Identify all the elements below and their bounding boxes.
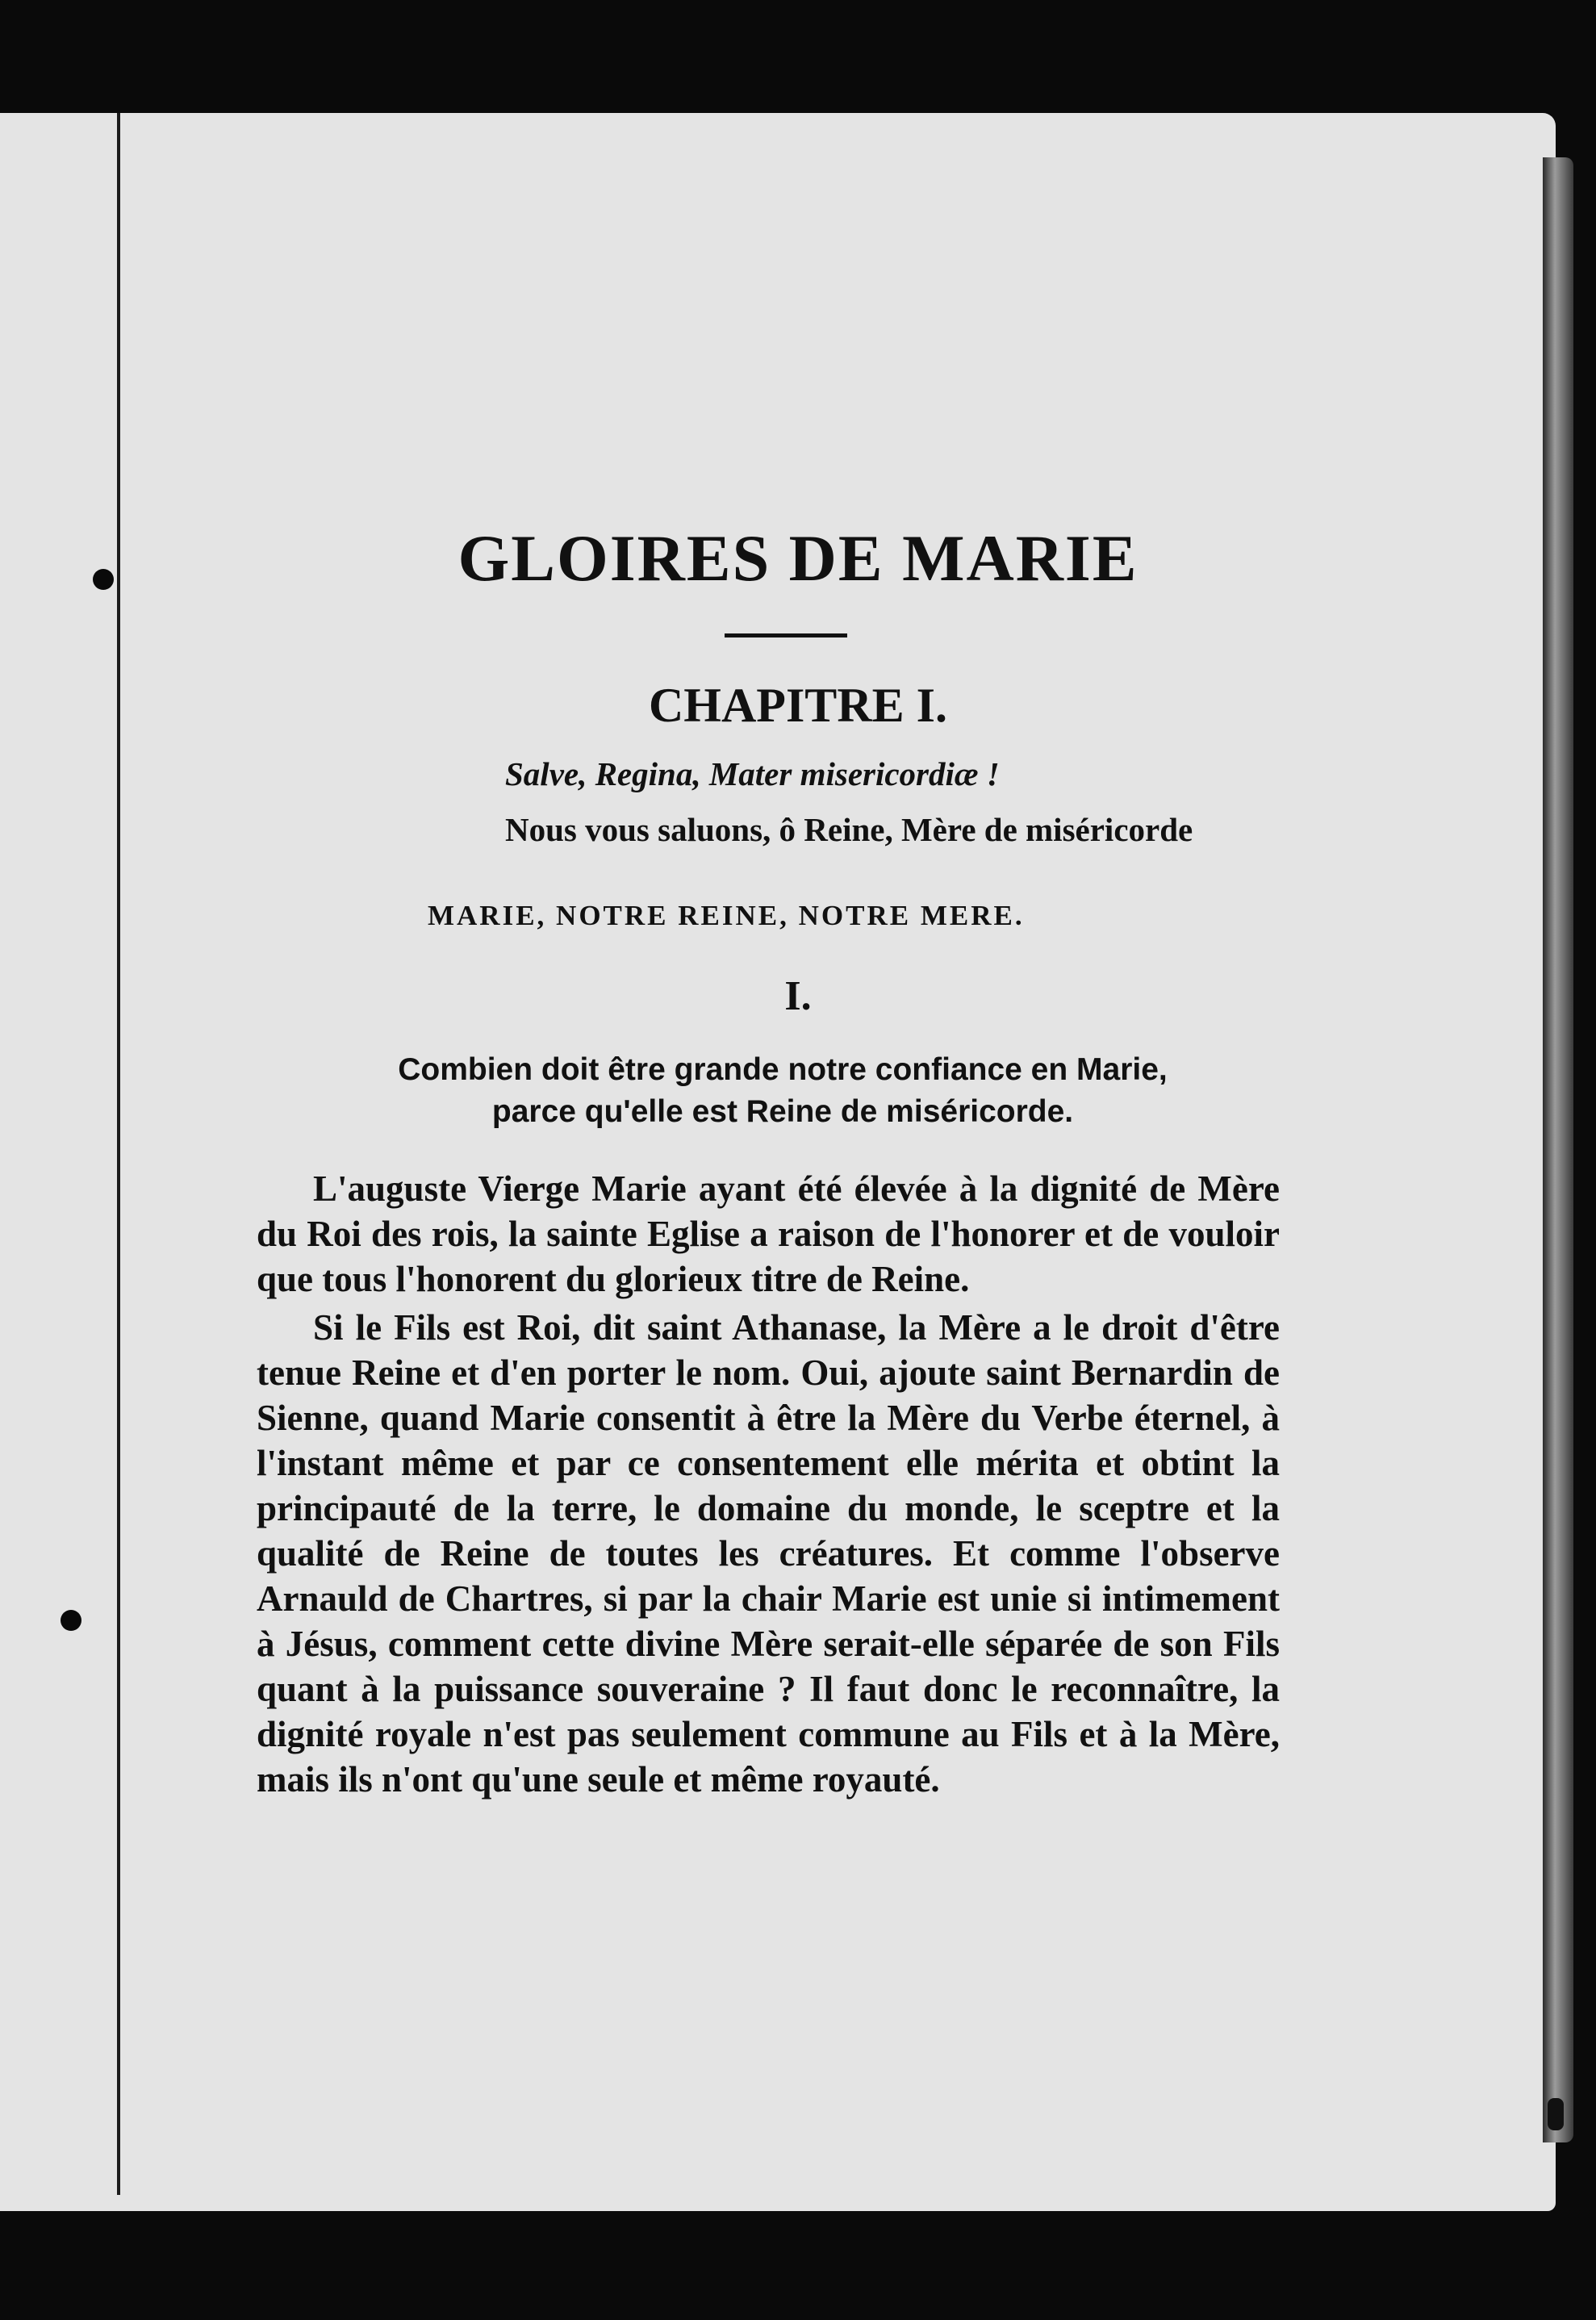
epigraph-latin: Salve, Regina, Mater misericordiæ ! [505, 755, 1000, 792]
section-title-line: parce qu'elle est Reine de miséricorde. [491, 1094, 1074, 1129]
book-page [0, 113, 1556, 2211]
paragraph: L'auguste Vierge Marie ayant été élevée à la dignité de Mère du Roi des rois, la sainte Eglise a raison de l'honorer et de vouloir que tous l'honorent du glorieux titre de Reine. [257, 1168, 1280, 1299]
binding-hole-bottom [61, 1610, 81, 1631]
chapter-heading: CHAPITRE I. [648, 679, 948, 732]
body-text [257, 1166, 1280, 1802]
paragraph: Si le Fils est Roi, dit saint Athanase, la Mère a le droit d'être tenue Reine et d'en porter le nom. Oui, ajoute saint Bernardin de Sienne, quand Marie consentit à être la Mère du Verbe éternel, à l'instant même et par ce consentement elle mérita et obtint la principauté de la terre, le domaine du monde, le sceptre et la qualité de Reine de toutes les créatures. Et comme l'observe Arnauld de Chartres, si par la chair Marie est unie si intimement à Jésus, comment cette divine Mère serait-elle séparée de son Fils quant à la puissance souveraine ? Il faut donc le reconnaître, la dignité royale n'est pas seulement commune au Fils et à la Mère, mais ils n'ont qu'une seule et même royauté. [257, 1307, 1280, 1800]
section-title-line: Combien doit être grande notre confiance en Marie, [398, 1052, 1168, 1087]
section-title [307, 1049, 1259, 1133]
page-corner-mark [1548, 2098, 1564, 2130]
epigraph-french: Nous vous saluons, ô Reine, Mère de miséricorde [505, 811, 1193, 848]
page-edge [1543, 157, 1573, 2142]
binding-edge [117, 113, 120, 2195]
section-number: I. [784, 973, 812, 1019]
title-rule [725, 633, 847, 637]
book-title: GLOIRES DE MARIE [457, 521, 1139, 595]
chapter-subtitle: MARIE, NOTRE REINE, NOTRE MERE. [428, 900, 1025, 931]
